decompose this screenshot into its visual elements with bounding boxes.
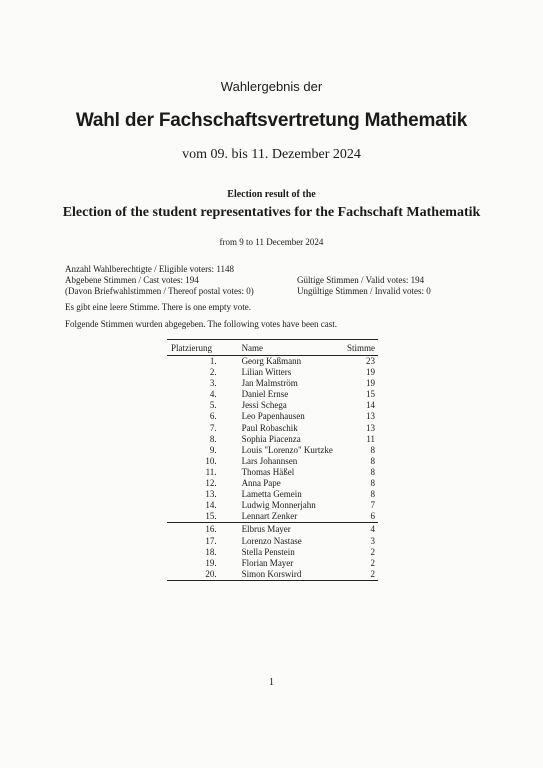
votes-cell: 11 <box>366 433 375 444</box>
placement-cell: 20. <box>167 569 239 581</box>
votes-cell: 4 <box>342 523 378 536</box>
name-cell: Georg Kaßmann <box>241 356 302 366</box>
votes-intro: Folgende Stimmen wurden abgegeben. The following votes have been cast. <box>65 319 338 329</box>
table-header-row <box>167 340 378 356</box>
german-title: Wahl der Fachschaftsvertretung Mathematik <box>75 110 468 131</box>
placement-cell: 11. <box>205 466 217 477</box>
votes-cell: 2 <box>370 557 375 568</box>
votes-cell: 14 <box>366 400 375 411</box>
votes-cell: 8 <box>370 455 375 466</box>
placement-cell: 19. <box>205 557 217 568</box>
postal-votes: (Davon Briefwahlstimmen / Thereof postal votes: 0) <box>65 286 254 296</box>
table-row <box>167 511 378 523</box>
name-cell: Lilian Witters <box>241 367 292 378</box>
votes-cell: 3 <box>370 535 375 546</box>
table-row <box>167 569 378 581</box>
placement-cell: 6. <box>209 411 217 422</box>
votes-cell: 6 <box>370 511 375 522</box>
table-row <box>167 500 378 511</box>
header-placement: Platzierung <box>167 340 239 356</box>
name-cell: Lars Johannsen <box>241 455 298 466</box>
name-cell: Anna Pape <box>241 478 281 489</box>
table-row <box>167 456 378 467</box>
table-row <box>167 547 378 558</box>
votes-cell: 13 <box>366 422 375 433</box>
table-row <box>167 523 378 536</box>
name-cell: Lorenzo Nastase <box>241 535 302 546</box>
results-body <box>167 356 378 581</box>
votes-cell: 7 <box>370 500 375 511</box>
placement-cell: 2. <box>209 367 217 378</box>
name-cell: Leo Papenhausen <box>241 411 305 422</box>
placement-cell: 15. <box>205 511 217 522</box>
placement-cell: 4. <box>209 389 217 400</box>
name-cell: Simon Korswird <box>239 569 343 581</box>
placement-cell: 12. <box>205 478 217 489</box>
placement-cell: 16. <box>167 523 239 536</box>
german-date: vom 09. bis 11. Dezember 2024 <box>182 147 361 162</box>
name-cell: Elbrus Mayer <box>239 523 343 536</box>
votes-cell: 15 <box>366 389 375 400</box>
name-cell: Louis "Lorenzo" Kurtzke <box>241 444 333 455</box>
name-cell: Florian Mayer <box>241 557 294 568</box>
votes-cell: 19 <box>366 378 375 389</box>
votes-cell: 13 <box>366 411 375 422</box>
name-cell: Thomas Häßel <box>241 466 295 477</box>
name-cell: Jessi Schega <box>241 400 287 411</box>
name-cell: Sophia Piacenza <box>241 433 301 444</box>
table-row <box>167 445 378 456</box>
table-row <box>167 411 378 422</box>
placement-cell: 1. <box>209 356 217 366</box>
results-table <box>167 339 378 581</box>
cast-votes: Abgebene Stimmen / Cast votes: 194 <box>65 275 199 285</box>
placement-cell: 18. <box>205 546 217 557</box>
table-row <box>167 558 378 569</box>
name-cell: Paul Robaschik <box>241 422 298 433</box>
placement-cell: 10. <box>205 455 217 466</box>
placement-cell: 8. <box>209 433 217 444</box>
header-votes: Stimme <box>342 340 378 356</box>
table-row <box>167 389 378 400</box>
table-row <box>167 356 378 368</box>
placement-cell: 5. <box>209 400 217 411</box>
page-number: 1 <box>269 677 274 688</box>
header-name: Name <box>239 340 343 356</box>
table-row <box>167 423 378 434</box>
english-date: from 9 to 11 December 2024 <box>219 237 324 247</box>
empty-vote-note: Es gibt eine leere Stimme. There is one empty vote. <box>65 302 252 312</box>
valid-votes: Gültige Stimmen / Valid votes: 194 <box>297 275 425 285</box>
name-cell: Lametta Gemein <box>241 489 302 500</box>
table-row <box>167 434 378 445</box>
placement-cell: 13. <box>205 489 217 500</box>
table-row <box>167 367 378 378</box>
placement-cell: 9. <box>209 444 217 455</box>
placement-cell: 17. <box>205 535 217 546</box>
name-cell: Ludwig Monnerjahn <box>241 500 316 511</box>
german-subtitle: Wahlergebnis der <box>220 79 323 94</box>
table-row <box>167 489 378 500</box>
table-row <box>167 467 378 478</box>
votes-cell: 2 <box>370 546 375 557</box>
table-row <box>167 536 378 547</box>
table-row <box>167 400 378 411</box>
votes-cell: 8 <box>370 444 375 455</box>
name-cell: Jan Malmström <box>241 378 298 389</box>
english-title: Election of the student representatives for the Fachschaft Mathematik <box>62 205 481 220</box>
name-cell: Daniel Ernse <box>241 389 289 400</box>
placement-cell: 7. <box>209 422 217 433</box>
votes-cell: 8 <box>370 489 375 500</box>
name-cell: Lennart Zenker <box>241 511 298 522</box>
english-subtitle: Election result of the <box>227 189 316 200</box>
eligible-voters: Anzahl Wahlberechtigte / Eligible voters: 1148 <box>65 264 234 274</box>
placement-cell: 14. <box>205 500 217 511</box>
name-cell: Stella Penstein <box>241 546 295 557</box>
votes-cell: 2 <box>342 569 378 581</box>
invalid-votes: Ungültige Stimmen / Invalid votes: 0 <box>297 286 431 296</box>
votes-cell: 8 <box>370 478 375 489</box>
votes-cell: 8 <box>370 466 375 477</box>
table-row <box>167 478 378 489</box>
votes-cell: 19 <box>366 367 375 378</box>
placement-cell: 3. <box>209 378 217 389</box>
votes-cell: 23 <box>366 356 375 366</box>
table-row <box>167 378 378 389</box>
